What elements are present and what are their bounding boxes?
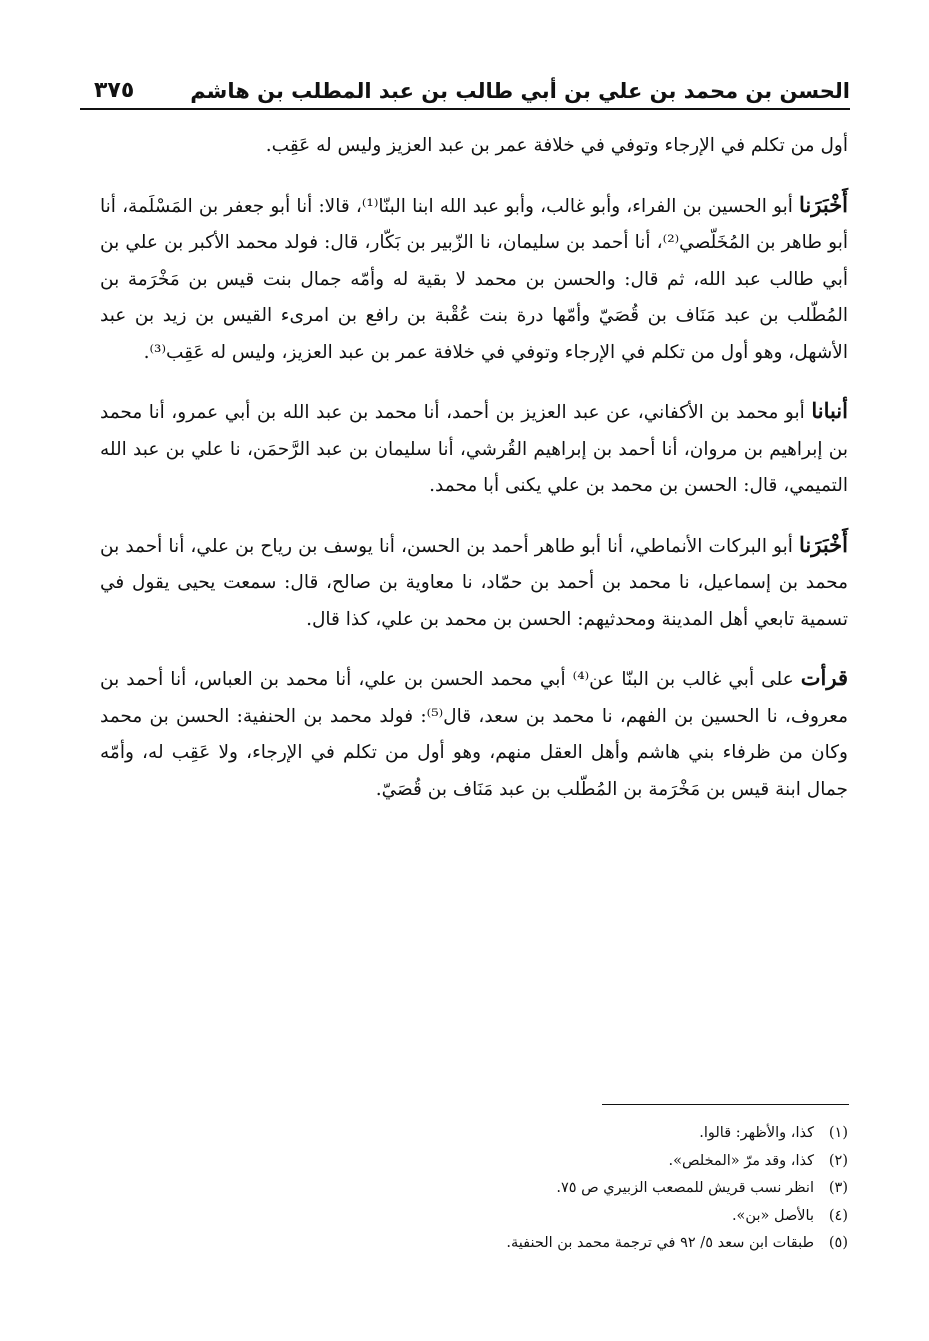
paragraph-2 (100, 187, 848, 372)
paragraph-5 (100, 660, 848, 808)
footnote-3 (240, 1175, 848, 1203)
footnote-number: (٣) (828, 1180, 848, 1196)
footnote-4 (240, 1203, 848, 1231)
paragraph-3 (100, 393, 848, 505)
page-number: ٣٧٥ (94, 78, 135, 103)
footnote-number: (٤) (828, 1207, 848, 1224)
footnote-text: انظر نسب قريش للمصعب الزبيري ص ٧٥. (556, 1180, 814, 1196)
paragraph-lead: قرأت (800, 665, 848, 690)
footnote-text: كذا، والأظهر: قالوا. (699, 1125, 814, 1141)
footnote-text: بالأصل «بن». (731, 1207, 814, 1224)
header-rule (80, 108, 850, 110)
paragraph-text: أبو الحسين بن الفراء، وأبو غالب، وأبو عبد الله ابنا البنّا⁽¹⁾، قالا: أنا أبو جعفر بن المَسْلَمة، أنا أبو طاهر بن المُخَلّصي⁽²⁾، أنا أحمد بن سليمان، نا الزّبير بن بَكّار، قال: فولد محمد الأكبر بن علي بن أبي طالب عبد الله، ثم قال: والحسن بن محمد لا بقية له وأمّه جمال بنت قيس بن مَخْرَمة بن المُطّلب بن عبد مَنَاف بن قُصَيّ وأمّها درة بنت عُقْبة بن رافع بن امرىء القيس بن زيد بن عبد الأشهل، وهو أول من تكلم في الإرجاء وتوفي في خلافة عمر بن عبد العزيز، وليس له عَقِب⁽³⁾. (100, 195, 848, 363)
footnote-rule (602, 1104, 849, 1105)
footnote-text: طبقات ابن سعد ٥/ ٩٢ في ترجمة محمد بن الحنفية. (506, 1235, 814, 1251)
paragraph-text: أول من تكلم في الإرجاء وتوفي في خلافة عمر بن عبد العزيز وليس له عَقِب. (265, 135, 848, 156)
paragraph-1 (100, 128, 848, 165)
running-title: الحسن بن محمد بن علي بن أبي طالب بن عبد المطلب بن هاشم (190, 79, 850, 103)
page-header (80, 66, 850, 106)
paragraph-text: على أبي غالب بن البنّا عن⁽⁴⁾ أبي محمد الحسن بن علي، أنا محمد بن العباس، أنا أحمد بن معروف، نا الحسين بن الفهم، نا محمد بن سعد، قال⁽⁵⁾: فولد محمد بن الحنفية: الحسن بن محمد وكان من ظرفاء بني هاشم وأهل العقل منهم، وهو أول من تكلم في الإرجاء، ولا عَقِب له، وأمّه جمال ابنة قيس بن مَخْرَمة بن المُطّلب بن عبد مَنَاف بن قُصَيّ. (100, 669, 849, 800)
footnote-number: (٥) (828, 1235, 848, 1251)
footnote-number: (٢) (828, 1152, 848, 1169)
paragraph-text: أبو محمد بن الأكفاني، عن عبد العزيز بن أحمد، أنا محمد بن عبد الله بن أبي عمرو، أنا محمد بن إبراهيم بن مروان، أنا أحمد بن إبراهيم القُرشي، أنا سليمان بن عبد الرَّحمَن، نا علي بن عبد الله التميمي، قال: الحسن بن محمد بن علي يكنى أبا محمد. (100, 402, 848, 496)
paragraph-lead: أنبانا (811, 398, 848, 423)
footnotes (240, 1120, 848, 1258)
footnote-2 (240, 1148, 848, 1176)
footnote-1 (240, 1120, 848, 1148)
footnote-number: (١) (828, 1125, 848, 1141)
footnote-text: كذا، وقد مرّ «المخلص». (668, 1152, 814, 1169)
paragraph-lead: أَخْبَرَنا (799, 191, 849, 217)
paragraph-lead: أَخْبَرَنا (799, 531, 848, 557)
footnote-5 (240, 1230, 848, 1258)
main-text (100, 128, 848, 830)
paragraph-4 (100, 527, 848, 639)
paragraph-text: أبو البركات الأنماطي، أنا أبو طاهر أحمد بن الحسن، أنا يوسف بن رياح بن علي، أنا أحمد بن محمد بن إسماعيل، نا محمد بن أحمد بن حمّاد، نا معاوية بن صالح، قال: سمعت يحيى يقول في تسمية تابعي أهل المدينة ومحدثيهم: الحسن بن محمد بن علي، كذا قال. (100, 535, 848, 630)
